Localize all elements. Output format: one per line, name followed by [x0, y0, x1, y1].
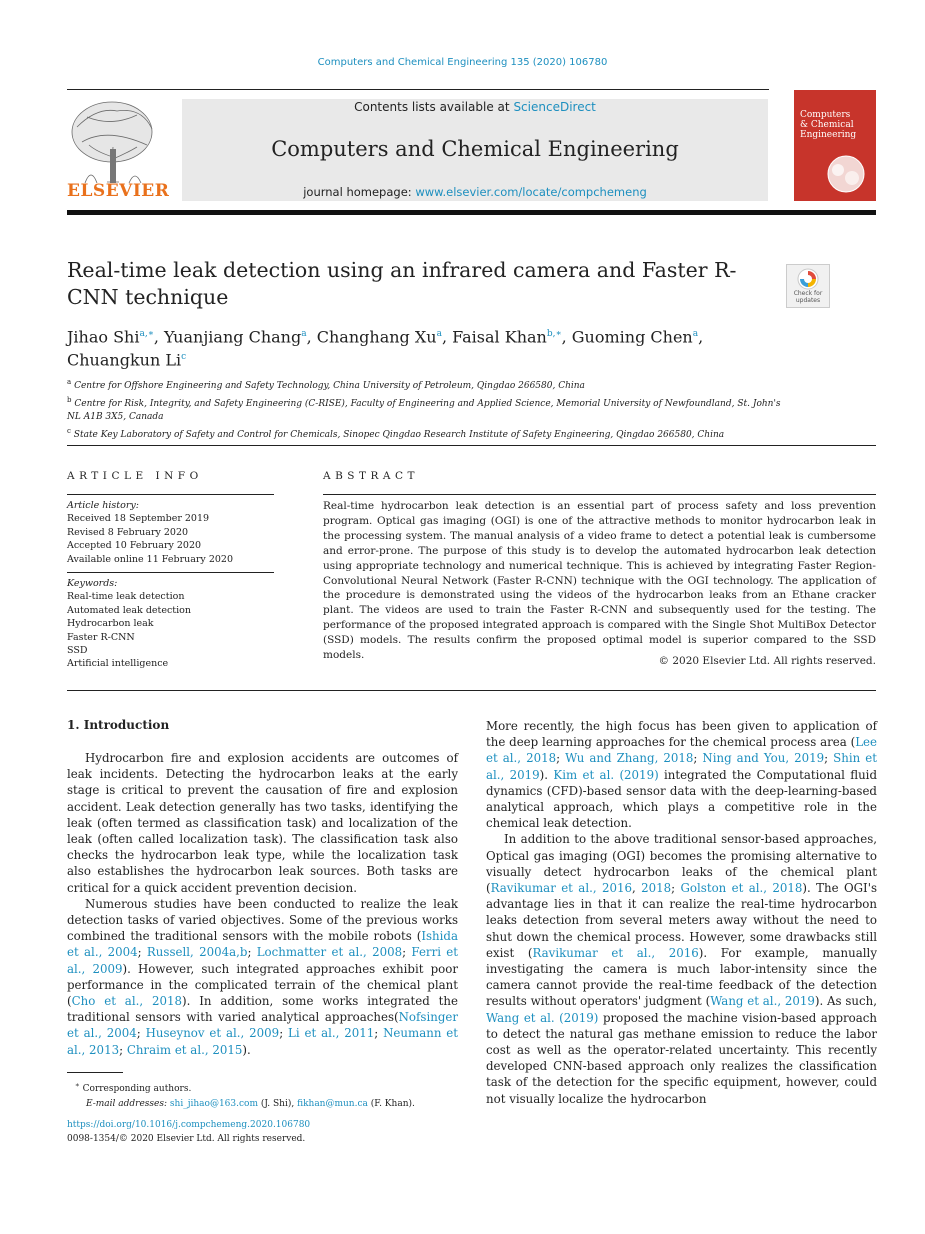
journal-cover-thumbnail[interactable]: [794, 90, 876, 201]
doi-link[interactable]: https://doi.org/10.1016/j.compchemeng.2020.106780: [67, 1120, 311, 1130]
author-affiliation-mark[interactable]: a,∗: [139, 329, 154, 339]
email-link-shi[interactable]: shi_jihao@163.com: [169, 1098, 258, 1109]
cover-graphic-icon: [822, 152, 870, 196]
keyword-item: Real-time leak detection: [67, 591, 185, 603]
history-online: Available online 11 February 2020: [67, 553, 233, 565]
author-name[interactable]: Yuanjiang Chang: [164, 327, 302, 347]
footnote-rule: [67, 1072, 123, 1073]
author-affiliation-mark[interactable]: a: [436, 329, 442, 339]
citation-link[interactable]: Chraim et al., 2015: [126, 1042, 243, 1057]
section-heading: 1. Introduction: [67, 718, 170, 732]
body-text: ;: [247, 945, 257, 960]
author-affiliation-mark[interactable]: a: [692, 329, 699, 339]
citation-link[interactable]: Nofsinger et al., 2004: [67, 1010, 458, 1041]
citation-link[interactable]: Kim et al. (2019): [553, 767, 659, 782]
affiliation-text: State Key Laboratory of Safety and Control for Chemicals, Sinopec Qingdao Research Institute of Safety Engineering, Qingdao 266580, China: [73, 429, 725, 440]
contents-prefix: Contents lists available at: [354, 100, 514, 114]
body-text: ).: [539, 767, 554, 782]
body-column-right: [486, 718, 877, 1107]
elsevier-logo: [67, 97, 170, 203]
email-owner-khan: (F. Khan).: [367, 1098, 415, 1109]
affiliation-key: a: [67, 378, 72, 386]
author-separator: ,: [561, 327, 572, 347]
citation-link[interactable]: Neumann et al., 2013: [67, 1026, 459, 1057]
author-affiliation-mark[interactable]: c: [181, 352, 187, 363]
keyword-list: [67, 577, 277, 671]
email-label: E-mail addresses:: [86, 1098, 168, 1109]
body-text: ). As such,: [814, 994, 877, 1009]
affiliation-rule: [67, 445, 876, 446]
citation-link[interactable]: Wang et al. (2019): [486, 1010, 599, 1025]
author-affiliation-mark[interactable]: a: [301, 329, 307, 339]
affiliation-list: [67, 376, 782, 442]
body-text: ;: [824, 751, 834, 766]
citation-link[interactable]: Lee et al., 2018: [486, 735, 877, 766]
running-head[interactable]: Computers and Chemical Engineering 135 (2020) 106780: [317, 57, 608, 68]
citation-link[interactable]: Huseynov et al., 2009: [145, 1026, 280, 1041]
citation-link[interactable]: Shin et al., 2019: [486, 751, 877, 782]
keywords-label: Keywords:: [67, 578, 118, 589]
doi-block: [67, 1119, 467, 1146]
sciencedirect-link[interactable]: ScienceDirect: [513, 100, 596, 114]
abstract-bottom-rule: [67, 690, 876, 691]
body-text: ). The OGI's advantage lies in that it can realize the real-time hydrocarbon leaks detection from several meters away without the need to shut down the chemical process. However, some drawbacks still exist (: [486, 881, 878, 960]
corresponding-mark: ∗: [75, 1081, 80, 1089]
abstract-text: Real-time hydrocarbon leak detection is an essential part of process safety and loss prevention program. Optical gas imaging (OGI) is one of the attractive methods to monitor hydrocarbon leak in the processing system. The manual analysis of a video frame to detect a potential leak is cumbersome and error-prone. The purpose of this study is to develop the automated hydrocarbon leak detection using appropriate technology and numerical technique. This is achieved by integrating Faster Region-Convolutional Neural Network (Faster R-CNN) technique with the OGI technology. The application of the procedure is demonstrated using the videos of the hydrocarbon leaks from an Ethane cracker plant. The videos are used to train the Faster R-CNN and subsequently used for the testing. The performance of the proposed integrated approach is compared with the Single Shot MultiBox Detector (SSD) models. The results confirm the proposed optimal model is superior compared to the SSD models.: [323, 500, 876, 662]
citation-link[interactable]: Ravikumar et al., 2016: [490, 881, 632, 896]
footnote-corresponding: [67, 1078, 467, 1097]
body-paragraph: [486, 831, 877, 1106]
body-text: ;: [693, 751, 703, 766]
citation-link[interactable]: Ravikumar et al., 2016: [532, 945, 699, 960]
body-text: ;: [374, 1026, 384, 1041]
abstract-copyright: © 2020 Elsevier Ltd. All rights reserved.: [658, 655, 876, 667]
homepage-prefix: journal homepage:: [303, 185, 416, 199]
body-paragraph: [67, 750, 458, 896]
body-paragraph: [67, 896, 458, 1058]
abstract-heading: ABSTRACT: [323, 470, 420, 482]
author-separator: ,: [153, 327, 164, 347]
journal-title: Computers and Chemical Engineering: [271, 137, 679, 161]
affiliation-key: b: [67, 395, 72, 404]
body-text: Hydrocarbon fire and explosion accidents are outcomes of leak incidents. Detecting the hydrocarbon leaks at the early stage is critical to prevent the causation of fire and explosion accident. Leak detection generally has two tasks, identifying the leak (often termed as classification task) and localization of the leak (often called localization task). The classification task also checks the hydrocarbon leak type, while the localization task also establishes the hydrocarbon leak sources. Both tasks are critical for a quick accident prevention decision.: [67, 751, 458, 895]
citation-link[interactable]: Wang et al., 2019: [710, 994, 815, 1009]
article-title: Real-time leak detection using an infrared camera and Faster R-CNN technique: [67, 258, 737, 309]
citation-link[interactable]: Li et al., 2011: [288, 1026, 375, 1041]
body-text: ;: [671, 881, 681, 896]
body-column-left: [67, 750, 458, 1058]
body-text: ). For example, manually investigating the camera is much labor-intensity since the camera cannot provide the real-time feedback of the detection results without operators' judgment (: [486, 945, 877, 1009]
contents-line: [182, 100, 768, 114]
check-updates-icon: [797, 268, 819, 290]
author-separator: ,: [698, 327, 704, 347]
check-updates-label: Check for updates: [793, 290, 823, 304]
body-text: proposed the machine vision-based approach to detect the natural gas methane emission to reduce the labor cost as well as the operator-related uncertainty. This recently developed CNN-based approach only realizes the classification task of the detection for the specific equipment, however, could not visually localize the hydrocarbon: [486, 1010, 877, 1106]
body-paragraph: [486, 718, 877, 831]
issn-line: 0098-1354/© 2020 Elsevier Ltd. All rights reserved.: [67, 1133, 306, 1144]
author-name[interactable]: Faisal Khan: [452, 327, 547, 347]
footnotes: [67, 1078, 467, 1111]
author-affiliation-mark[interactable]: b,∗: [546, 329, 562, 339]
body-text: ).: [242, 1042, 251, 1057]
author-separator: ,: [306, 327, 317, 347]
body-text: ;: [279, 1026, 289, 1041]
corresponding-label: Corresponding authors.: [82, 1084, 192, 1094]
history-revised: Revised 8 February 2020: [67, 526, 189, 538]
citation-link[interactable]: Ferri et al., 2009: [67, 945, 458, 976]
affiliation-key: c: [67, 426, 71, 435]
author-name[interactable]: Jihao Shi: [67, 327, 140, 347]
email-owner-shi: (J. Shi),: [257, 1098, 298, 1109]
article-info-rule: [67, 494, 274, 495]
affiliation-text: Centre for Offshore Engineering and Safety Technology, China University of Petroleum, Qingdao 266580, China: [74, 381, 585, 391]
homepage-link[interactable]: www.elsevier.com/locate/compchemeng: [415, 185, 647, 199]
keyword-item: Faster R-CNN: [67, 631, 135, 643]
citation-link[interactable]: Russell, 2004a,b: [146, 945, 248, 960]
body-text: ;: [119, 1042, 127, 1057]
keyword-item: SSD: [67, 645, 88, 657]
citation-link[interactable]: Cho et al., 2018: [71, 994, 182, 1009]
abstract-rule: [323, 494, 876, 495]
body-text: More recently, the high focus has been given to application of the deep learning approaches for the chemical process area (: [486, 719, 877, 750]
body-text: Numerous studies have been conducted to realize the leak detection tasks of varied objectives. Some of the previous works combined the traditional sensors with the mobile robots (: [67, 896, 458, 944]
keyword-item: Hydrocarbon leak: [67, 618, 154, 630]
author-name[interactable]: Guoming Chen: [571, 327, 693, 347]
cover-title: Computers & Chemical Engineering: [800, 110, 857, 140]
body-text: ;: [137, 945, 147, 960]
article-history: [67, 499, 277, 566]
check-for-updates-badge[interactable]: [786, 264, 830, 308]
citation-link[interactable]: 2018: [641, 881, 672, 896]
history-label: Article history:: [67, 500, 139, 511]
author-name[interactable]: Changhang Xu: [316, 327, 437, 347]
author-separator: ,: [441, 327, 453, 347]
author-list: [67, 324, 787, 371]
keyword-item: Artificial intelligence: [67, 658, 169, 670]
body-text: In addition to the above traditional sensor-based approaches, Optical gas imaging (OGI) becomes the promising alternative to visually detect hydrocarbon leaks of the chemical plant (: [486, 832, 877, 896]
body-text: ;: [402, 945, 412, 960]
affiliation-item: [67, 376, 782, 394]
citation-link[interactable]: Ishida et al., 2004: [67, 929, 458, 960]
citation-link[interactable]: Lochmatter et al., 2008: [256, 945, 403, 960]
elsevier-wordmark: ELSEVIER: [67, 181, 170, 201]
citation-link[interactable]: Ning and You, 2019: [702, 751, 825, 766]
header-rule: [67, 89, 769, 90]
affiliation-text: Centre for Risk, Integrity, and Safety Engineering (C-RISE), Faculty of Engineering and Applied Science, Memorial University of Newfoundland, St. John's NL A1B 3X5, Canada: [67, 398, 781, 422]
affiliation-item: [67, 394, 782, 425]
history-accepted: Accepted 10 February 2020: [67, 540, 202, 552]
body-text: ,: [631, 881, 642, 896]
citation-link[interactable]: Golston et al., 2018: [680, 881, 803, 896]
body-text: ;: [136, 1026, 146, 1041]
body-text: ). In addition, some works integrated the traditional sensors with varied analytical approaches(: [67, 994, 458, 1025]
email-link-khan[interactable]: fikhan@mun.ca: [297, 1098, 368, 1109]
homepage-line: [182, 185, 768, 199]
keyword-item: Automated leak detection: [67, 604, 191, 616]
body-text: ;: [556, 751, 566, 766]
affiliation-item: [67, 425, 782, 443]
author-name[interactable]: Chuangkun Li: [67, 350, 182, 370]
history-received: Received 18 September 2019: [67, 513, 210, 525]
header-thick-rule: [67, 210, 876, 215]
body-text: integrated the Computational fluid dynamics (CFD)-based sensor data with the deep-learning-based analytical approach, which plays a competitive role in the chemical leak detection.: [486, 767, 878, 831]
citation-link[interactable]: Wu and Zhang, 2018: [565, 751, 694, 766]
body-text: ). However, such integrated approaches exhibit poor performance in the complicated terrain of the chemical plant (: [67, 961, 459, 1009]
article-info-heading: ARTICLE INFO: [67, 470, 203, 482]
footnote-emails: [67, 1097, 467, 1112]
keywords-rule: [67, 572, 274, 573]
